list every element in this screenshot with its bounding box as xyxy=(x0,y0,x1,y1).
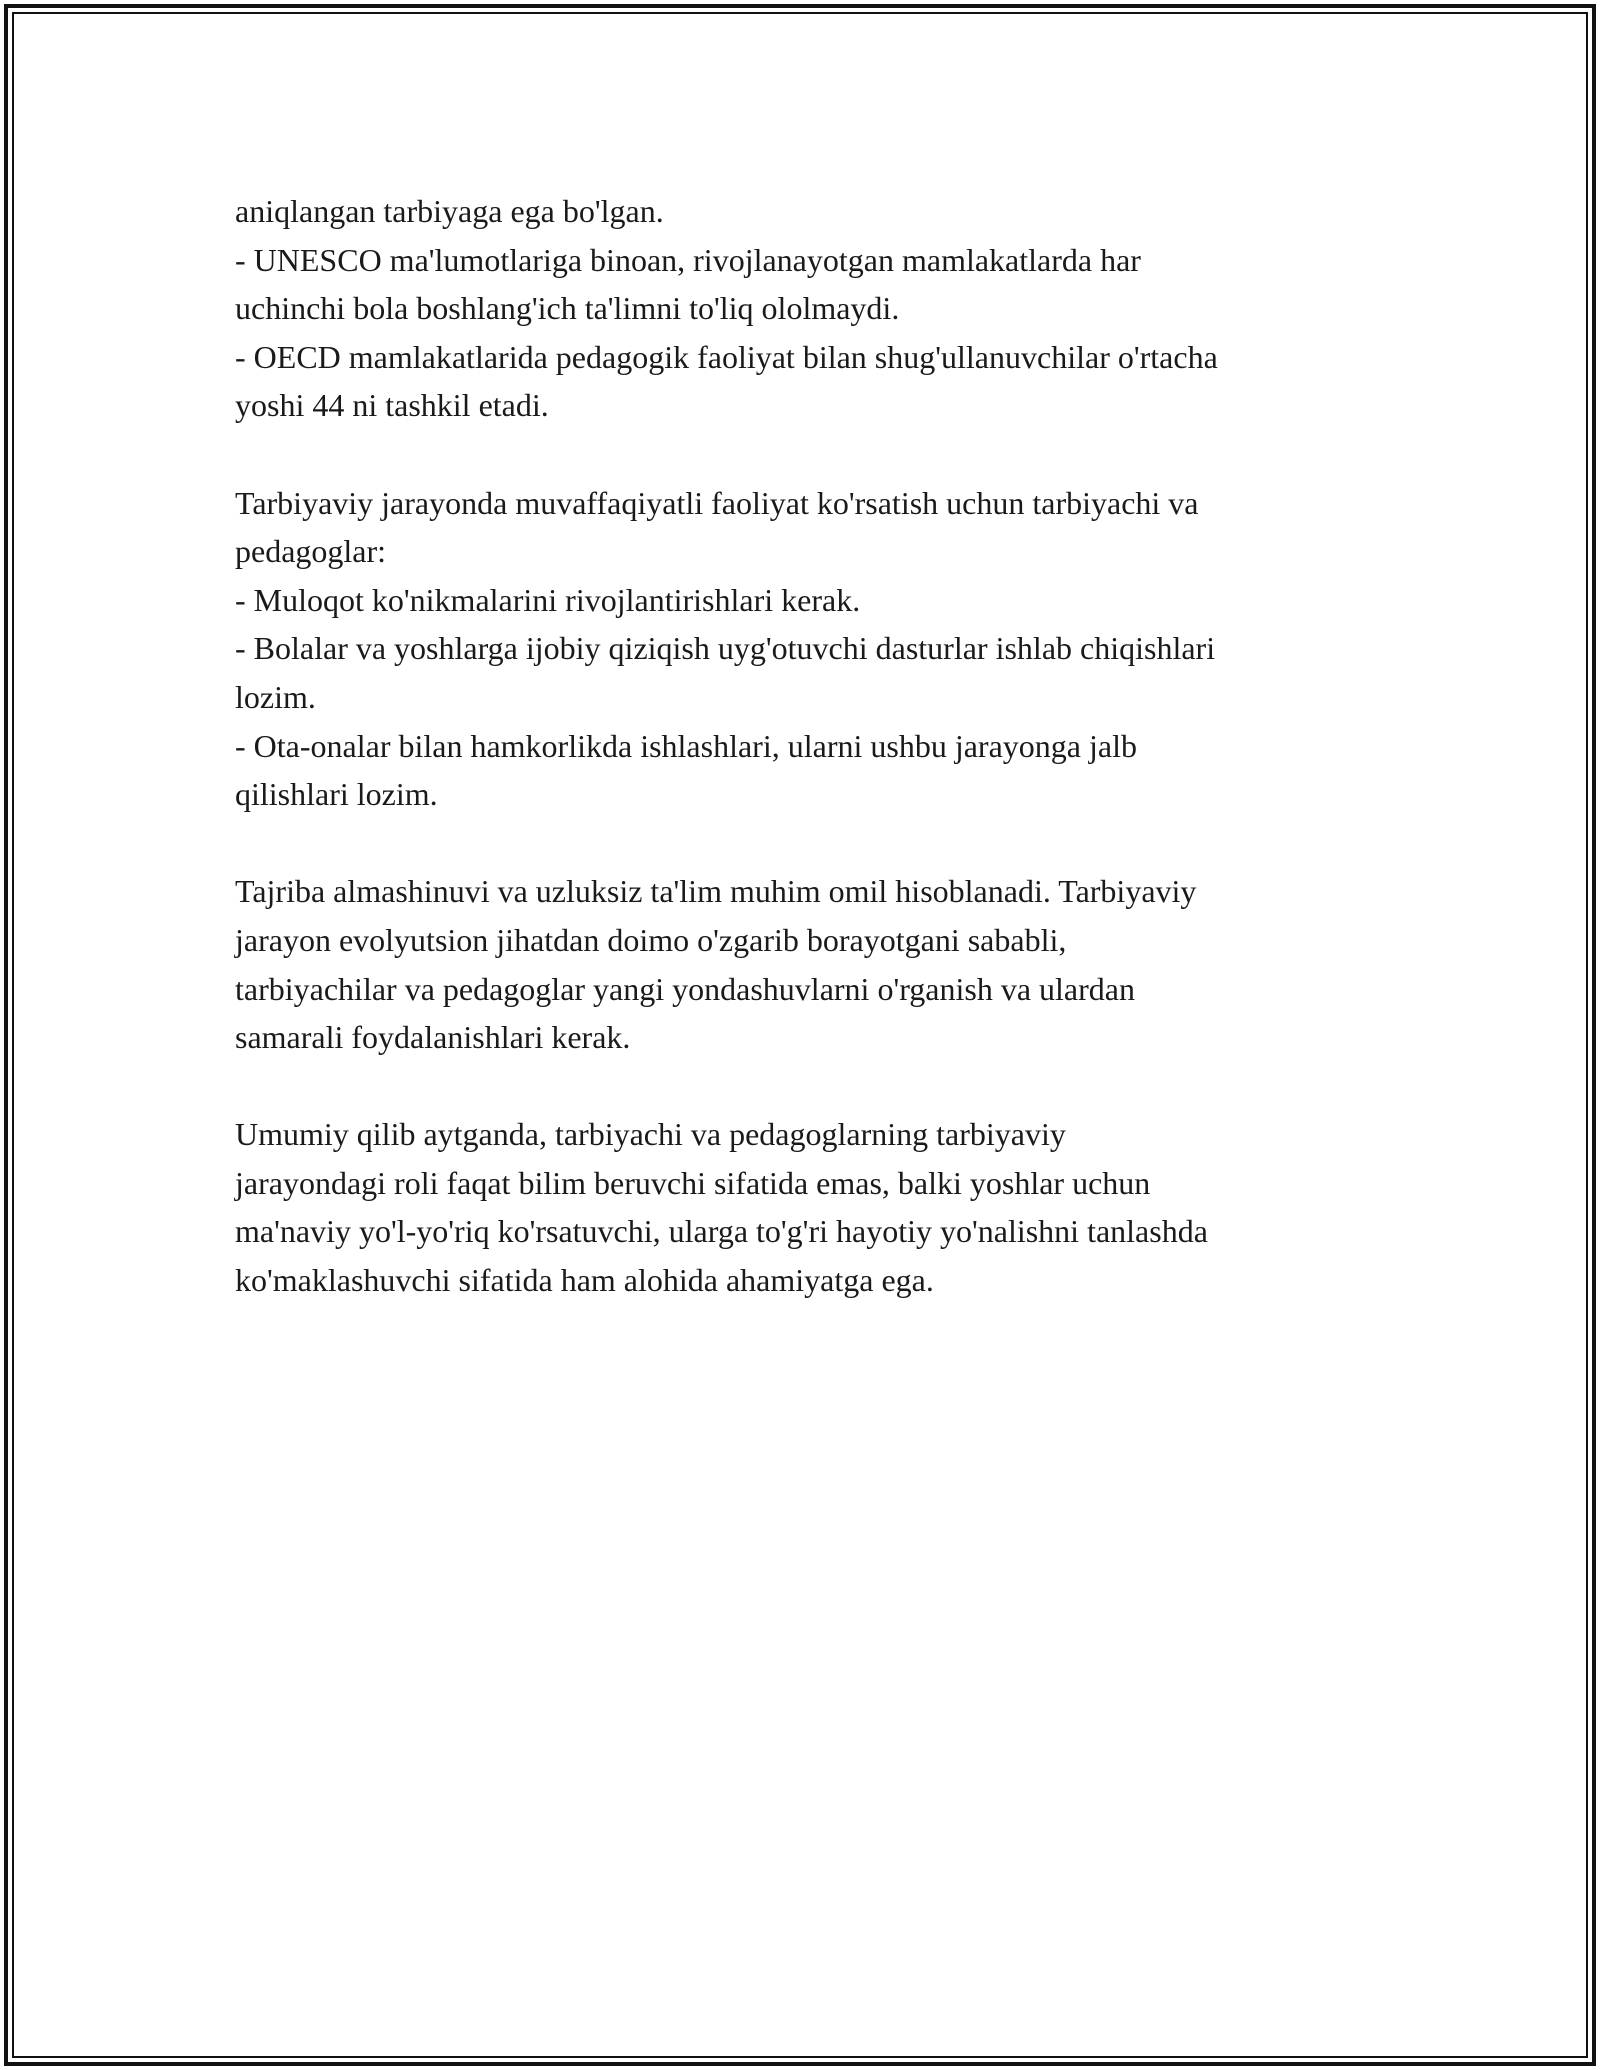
list-item-oecd: - OECD mamlakatlarida pedagogik faoliyat bilan shug'ullanuvchilar o'rtacha xyxy=(235,338,1218,375)
text-line: yoshi 44 ni tashkil etadi. xyxy=(235,387,549,424)
list-item-programs: - Bolalar va yoshlarga ijobiy qiziqish uyg'otuvchi dasturlar ishlab chiqishlari xyxy=(235,630,1216,667)
text-line: Tajriba almashinuvi va uzluksiz ta'lim muhim omil hisoblanadi. Tarbiyaviy xyxy=(235,873,1197,910)
text-line: ma'naviy yo'l-yo'riq ko'rsatuvchi, ularga to'g'ri hayotiy yo'nalishni tanlashda xyxy=(235,1213,1208,1250)
paragraph-statistics xyxy=(235,187,1385,430)
paragraph-conclusion xyxy=(235,1110,1385,1304)
paragraph-requirements xyxy=(235,479,1385,819)
text-line: samarali foydalanishlari kerak. xyxy=(235,1019,631,1056)
text-line: Tarbiyaviy jarayonda muvaffaqiyatli faoliyat ko'rsatish uchun tarbiyachi va xyxy=(235,484,1199,521)
text-line: ko'maklashuvchi sifatida ham alohida ahamiyatga ega. xyxy=(235,1262,934,1299)
list-item-parents: - Ota-onalar bilan hamkorlikda ishlashlari, ularni ushbu jarayonga jalb xyxy=(235,727,1137,764)
text-line: jarayon evolyutsion jihatdan doimo o'zgarib borayotgani sababli, xyxy=(235,921,1067,958)
text-line: tarbiyachilar va pedagoglar yangi yondashuvlarni o'rganish va ulardan xyxy=(235,970,1135,1007)
paragraph-experience xyxy=(235,867,1385,1061)
list-item-communication: - Muloqot ko'nikmalarini rivojlantirishlari kerak. xyxy=(235,581,861,618)
text-line: pedagoglar: xyxy=(235,533,387,570)
text-line: aniqlangan tarbiyaga ega bo'lgan. xyxy=(235,193,664,229)
text-line: jarayondagi roli faqat bilim beruvchi sifatida emas, balki yoshlar uchun xyxy=(235,1164,1151,1201)
list-item-unesco: - UNESCO ma'lumotlariga binoan, rivojlanayotgan mamlakatlarda har xyxy=(235,241,1141,278)
document-body xyxy=(235,187,1385,1353)
text-line: lozim. xyxy=(235,678,316,715)
text-line: Umumiy qilib aytganda, tarbiyachi va pedagoglarning tarbiyaviy xyxy=(235,1116,1066,1153)
text-line: uchinchi bola boshlang'ich ta'limni to'liq ololmaydi. xyxy=(235,290,900,327)
text-line: qilishlari lozim. xyxy=(235,776,438,813)
